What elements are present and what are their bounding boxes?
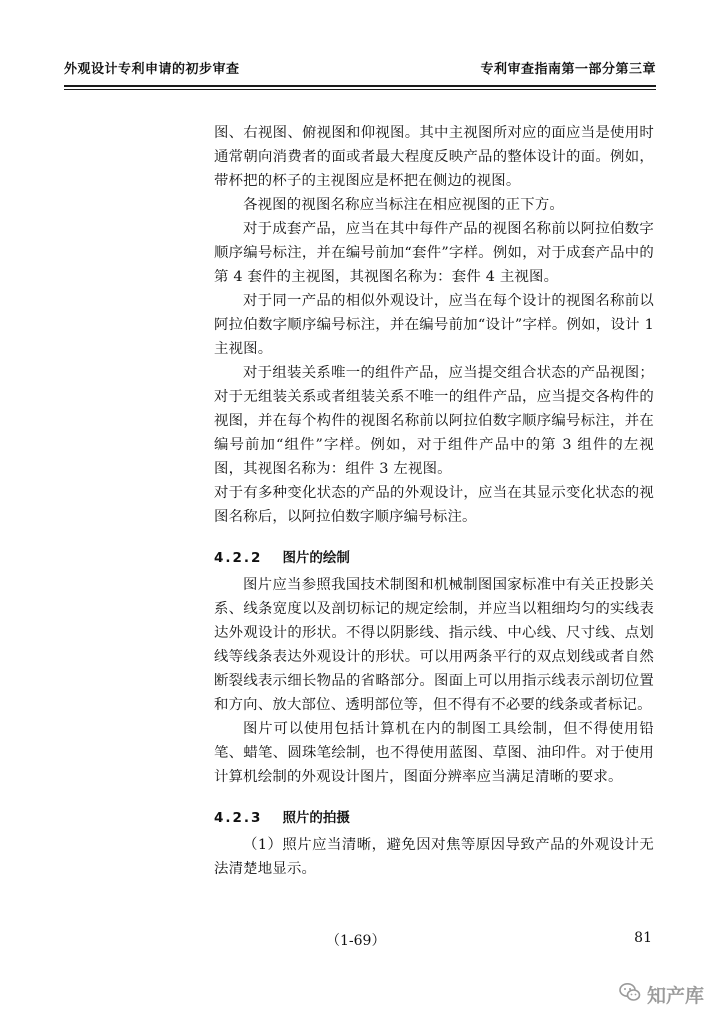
section-heading-photography bbox=[214, 806, 654, 830]
paragraph-drawing-standards: 图片应当参照我国技术制图和机械制图国家标准中有关正投影关系、线条宽度以及剖切标记的规定绘制，并应当以粗细均匀的实线表达外观设计的形状。不得以阴影线、指示线、中心线、尺寸线、点划线等线条表达外观设计的形状。可以用两条平行的双点划线或者自然断裂线表示细长物品的省略部分。图面上可以用指示线表示剖切位置和方向、放大部位、透明部位等，但不得有不必要的线条或者标记。 bbox=[214, 577, 654, 713]
watermark bbox=[619, 981, 704, 1008]
paragraph-set-products: 对于成套产品，应当在其中每件产品的视图名称前以阿拉伯数字顺序编号标注，并在编号前加“套件”字样。例如，对于成套产品中的第 4 套件的主视图，其视图名称为：套件 4 主视图。 bbox=[214, 221, 654, 285]
watermark-text: 知产库 bbox=[646, 985, 704, 1007]
wechat-icon bbox=[619, 982, 641, 1007]
page-number: 81 bbox=[634, 930, 652, 946]
paragraph-drawing-tools: 图片可以使用包括计算机在内的制图工具绘制，但不得使用铅笔、蜡笔、圆珠笔绘制，也不得使用蓝图、草图、油印件。对于使用计算机绘制的外观设计图片，图面分辨率应当满足清晰的要求。 bbox=[214, 721, 654, 785]
header-rule-thick bbox=[64, 85, 656, 87]
paragraph-views-continued: 图、右视图、俯视图和仰视图。其中主视图所对应的面应当是使用时通常朝向消费者的面或者最大程度反映产品的整体设计的面。例如，带杯把的杯子的主视图应是杯把在侧边的视图。 bbox=[214, 125, 654, 189]
paragraph-photo-clarity: （1）照片应当清晰，避免因对焦等原因导致产品的外观设计无法清楚地显示。 bbox=[214, 837, 654, 877]
section-title: 图片的绘制 bbox=[282, 550, 350, 566]
header-guide-title: 专利审查指南第一部分第三章 bbox=[480, 61, 656, 77]
section-number: 4.2.3 bbox=[214, 810, 263, 826]
body-text bbox=[214, 121, 654, 881]
paragraph-similar-designs: 对于同一产品的相似外观设计，应当在每个设计的视图名称前以阿拉伯数字顺序编号标注，并在编号前加“设计”字样。例如，设计 1 主视图。 bbox=[214, 293, 654, 357]
paragraph-view-names: 各视图的视图名称应当标注在相应视图的正下方。 bbox=[243, 197, 564, 213]
section-number: 4.2.2 bbox=[214, 550, 263, 566]
section-heading-drawing bbox=[214, 546, 654, 570]
footer-page-code: （1-69） bbox=[326, 933, 386, 949]
paragraph-variable-states: 对于有多种变化状态的产品的外观设计，应当在其显示变化状态的视图名称后，以阿拉伯数字顺序编号标注。 bbox=[214, 485, 654, 525]
paragraph-component-products: 对于组装关系唯一的组件产品，应当提交组合状态的产品视图；对于无组装关系或者组装关系不唯一的组件产品，应当提交各构件的视图，并在每个构件的视图名称前以阿拉伯数字顺序编号标注，并在编号前加“组件”字样。例如，对于组件产品中的第 3 组件的左视图，其视图名称为：组件 3 左视图。 bbox=[214, 365, 654, 477]
header-chapter-title: 外观设计专利申请的初步审查 bbox=[64, 61, 240, 77]
header-rule-thin bbox=[64, 89, 656, 90]
section-title: 照片的拍摄 bbox=[282, 810, 350, 826]
running-header bbox=[64, 56, 656, 78]
